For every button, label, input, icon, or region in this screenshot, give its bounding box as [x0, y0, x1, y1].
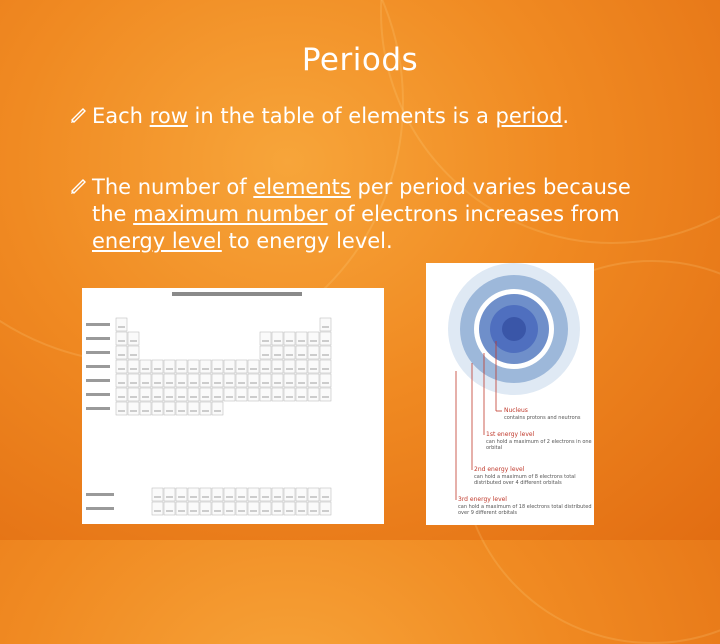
periodic-table-image [82, 288, 384, 524]
element-cell [296, 346, 307, 359]
element-cell [236, 360, 247, 373]
element-cell [128, 360, 139, 373]
element-cell [116, 318, 127, 331]
element-cell [284, 346, 295, 359]
element-cell [260, 360, 271, 373]
element-cell [284, 502, 295, 515]
element-cell [212, 402, 223, 415]
element-cell [320, 318, 331, 331]
element-cell [224, 360, 235, 373]
element-cell [224, 374, 235, 387]
bullet-pen-icon [70, 176, 88, 194]
element-cell [116, 402, 127, 415]
label-level3-desc: can hold a maximum of 18 electrons total distributed over 9 different orbitals [458, 504, 592, 516]
link-elements[interactable]: elements [253, 175, 351, 199]
label-level2-desc: can hold a maximum of 8 electrons total distributed over 4 different orbitals [474, 474, 576, 486]
element-cell [140, 360, 151, 373]
slide-title: Periods [301, 42, 419, 78]
element-cell [200, 374, 211, 387]
element-cell [176, 488, 187, 501]
element-cell [224, 488, 235, 501]
label-level2: 2nd energy level [474, 466, 525, 473]
element-cell [296, 488, 307, 501]
period-row-label-blur [86, 407, 110, 410]
element-cell [308, 360, 319, 373]
element-cell [176, 388, 187, 401]
bullet-1: Each row in the table of elements is a period. [92, 103, 652, 130]
element-cell [200, 388, 211, 401]
element-cell [224, 502, 235, 515]
element-cell [320, 388, 331, 401]
series-label-blur [86, 493, 114, 496]
series-label-blur [86, 507, 114, 510]
element-cell [296, 388, 307, 401]
element-cell [272, 374, 283, 387]
element-cell [248, 360, 259, 373]
element-cell [212, 488, 223, 501]
element-cell [260, 502, 271, 515]
element-cell [200, 360, 211, 373]
element-cell [320, 488, 331, 501]
element-cell [152, 402, 163, 415]
element-cell [164, 402, 175, 415]
element-cell [212, 374, 223, 387]
element-cell [248, 502, 259, 515]
element-cell [176, 402, 187, 415]
element-cell [200, 402, 211, 415]
element-cell [212, 388, 223, 401]
element-cell [128, 388, 139, 401]
element-cell [176, 360, 187, 373]
label-nucleus-desc: contains protons and neutrons [504, 415, 581, 421]
link-maximum-number[interactable]: maximum number [133, 202, 328, 226]
element-cell [116, 388, 127, 401]
element-cell [152, 502, 163, 515]
period-row-label-blur [86, 323, 110, 326]
element-cell [308, 488, 319, 501]
element-cell [116, 360, 127, 373]
element-cell [308, 332, 319, 345]
element-cell [200, 488, 211, 501]
element-cell [164, 360, 175, 373]
label-level1-desc: can hold a maximum of 2 electrons in one orbital [486, 439, 592, 451]
element-cell [200, 502, 211, 515]
element-cell [296, 502, 307, 515]
element-cell [188, 360, 199, 373]
label-nucleus: Nucleus [504, 407, 528, 414]
element-cell [212, 360, 223, 373]
element-cell [260, 332, 271, 345]
element-cell [188, 388, 199, 401]
element-cell [164, 374, 175, 387]
bullet-pen-icon [70, 105, 88, 123]
element-cell [272, 502, 283, 515]
element-cell [320, 502, 331, 515]
element-cell [164, 502, 175, 515]
element-cell [272, 388, 283, 401]
element-cell [128, 332, 139, 345]
element-cell [164, 488, 175, 501]
element-cell [308, 346, 319, 359]
element-cell [152, 374, 163, 387]
element-cell [236, 388, 247, 401]
element-cell [260, 374, 271, 387]
energy-level-diagram [426, 263, 594, 525]
element-cell [308, 374, 319, 387]
element-cell [224, 388, 235, 401]
element-cell [308, 388, 319, 401]
element-cell [164, 388, 175, 401]
element-cell [236, 502, 247, 515]
link-period[interactable]: period [495, 104, 563, 128]
element-cell [272, 346, 283, 359]
element-cell [140, 388, 151, 401]
element-cell [284, 488, 295, 501]
element-cell [152, 388, 163, 401]
element-cell [260, 488, 271, 501]
period-row-label-blur [86, 337, 110, 340]
period-row-label-blur [86, 351, 110, 354]
element-cell [248, 488, 259, 501]
element-cell [236, 374, 247, 387]
element-cell [188, 502, 199, 515]
element-cell [296, 374, 307, 387]
element-cell [284, 360, 295, 373]
element-cell [188, 488, 199, 501]
element-cell [116, 374, 127, 387]
element-cell [320, 374, 331, 387]
element-cell [116, 332, 127, 345]
element-cell [320, 346, 331, 359]
element-cell [272, 488, 283, 501]
element-cell [116, 346, 127, 359]
element-cell [176, 374, 187, 387]
element-cell [272, 332, 283, 345]
label-level3: 3rd energy level [458, 496, 507, 503]
element-cell [284, 374, 295, 387]
period-row-label-blur [86, 365, 110, 368]
element-cell [260, 346, 271, 359]
element-cell [272, 360, 283, 373]
element-cell [140, 402, 151, 415]
element-cell [284, 332, 295, 345]
periodic-table-graphic [82, 288, 384, 524]
link-energy-level[interactable]: energy level [92, 229, 222, 253]
link-row[interactable]: row [149, 104, 188, 128]
element-cell [248, 388, 259, 401]
element-cell [248, 374, 259, 387]
element-cell [284, 388, 295, 401]
element-cell [152, 360, 163, 373]
element-cell [128, 374, 139, 387]
table-header-blur [172, 292, 302, 296]
element-cell [212, 502, 223, 515]
element-cell [128, 402, 139, 415]
element-cell [236, 488, 247, 501]
element-cell [188, 374, 199, 387]
element-cell [188, 402, 199, 415]
element-cell [308, 502, 319, 515]
bullet-2: The number of elements per period varies because the maximum number of electrons increases from energy level to energy level. [92, 174, 652, 255]
nucleus-core [502, 317, 526, 341]
element-cell [296, 360, 307, 373]
element-cell [140, 374, 151, 387]
label-level1: 1st energy level [486, 431, 535, 438]
element-cell [128, 346, 139, 359]
element-cell [320, 332, 331, 345]
element-cell [260, 388, 271, 401]
element-cell [296, 332, 307, 345]
element-cell [320, 360, 331, 373]
period-row-label-blur [86, 393, 110, 396]
element-cell [176, 502, 187, 515]
period-row-label-blur [86, 379, 110, 382]
element-cell [152, 488, 163, 501]
